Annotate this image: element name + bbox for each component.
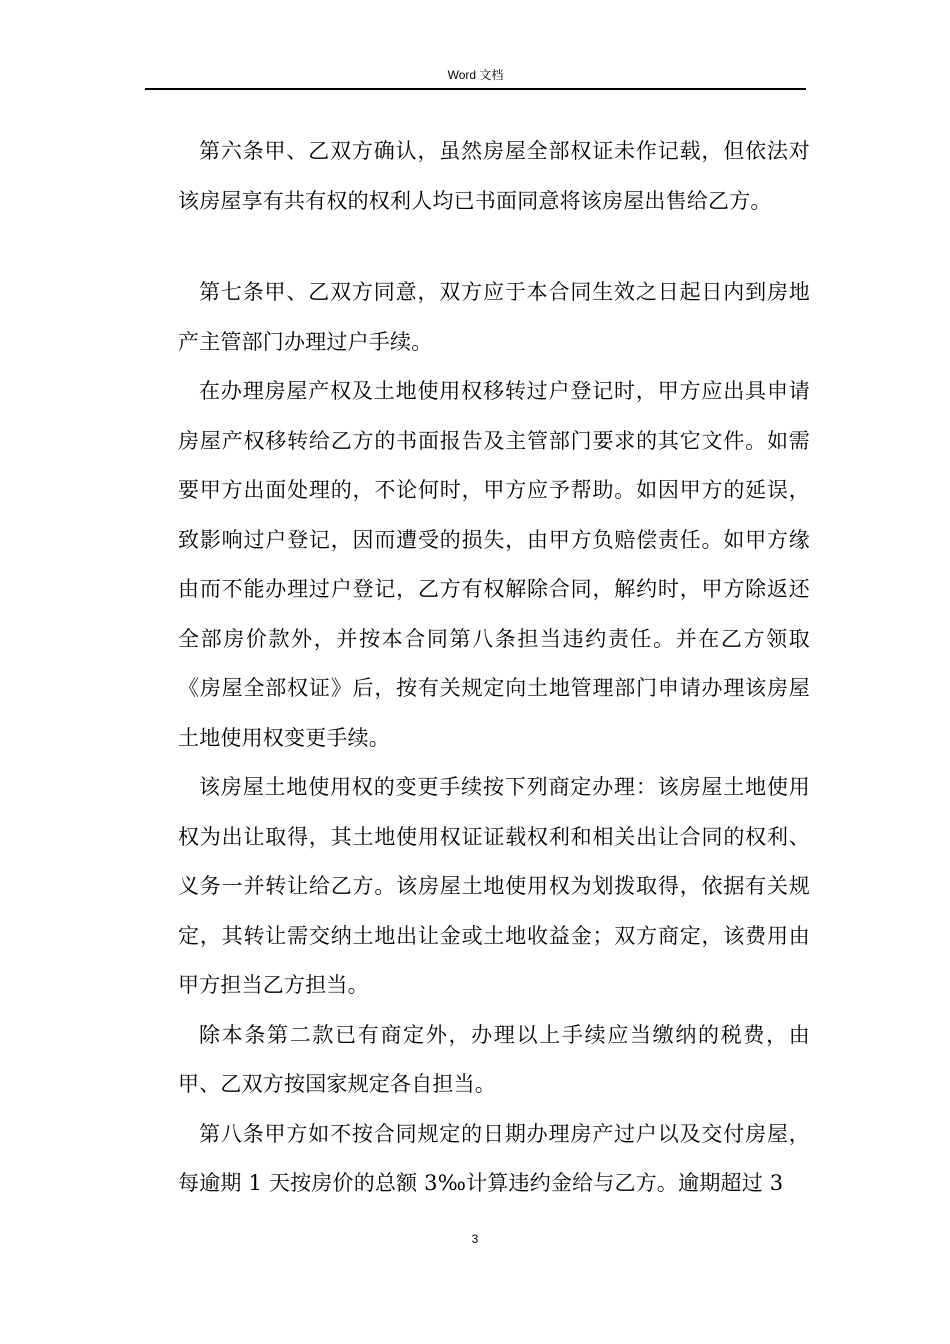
page-number: 3 bbox=[471, 1232, 479, 1246]
paragraph-article-8: 第八条甲方如不按合同规定的日期办理房产过户以及交付房屋，每逾期 1 天按房价的总额 3‰计算违约金给与乙方。逾期超过 3 bbox=[178, 1121, 810, 1195]
paragraph-article-7: 第七条甲、乙双方同意，双方应于本合同生效之日起日内到房地产主管部门办理过户手续。 bbox=[178, 280, 810, 354]
paragraph-transfer-registration: 在办理房屋产权及土地使用权移转过户登记时，甲方应出具申请房屋产权移转给乙方的书面报告及主管部门要求的其它文件。如需要甲方出面处理的，不论何时，甲方应予帮助。如因甲方的延误，致影响过户登记，因而遭受的损失，由甲方负赔偿责任。如甲方缘由而不能办理过户登记，乙方有权解除合同，解约时，甲方除返还全部房价款外，并按本合同第八条担当违约责任。并在乙方领取《房屋全部权证》后，按有关规定向土地管理部门申请办理该房屋土地使用权变更手续。 bbox=[178, 379, 810, 750]
paragraph-article-6: 第六条甲、乙双方确认，虽然房屋全部权证未作记载，但依法对该房屋享有共有权的权利人均已书面同意将该房屋出售给乙方。 bbox=[178, 139, 810, 213]
paragraph-spacer bbox=[178, 226, 810, 268]
page-header bbox=[145, 66, 806, 90]
paragraph-taxes: 除本条第二款已有商定外，办理以上手续应当缴纳的税费，由甲、乙双方按国家规定各自担当。 bbox=[178, 1022, 810, 1096]
document-body bbox=[178, 127, 810, 1209]
header-title: Word 文档 bbox=[447, 68, 504, 82]
paragraph-land-use-change: 该房屋土地使用权的变更手续按下列商定办理：该房屋土地使用权为出让取得，其土地使用权证证载权利和相关出让合同的权利、义务一并转让给乙方。该房屋土地使用权为划拨取得，依据有关规定，其转让需交纳土地出让金或土地收益金；双方商定，该费用由甲方担当乙方担当。 bbox=[178, 775, 810, 997]
